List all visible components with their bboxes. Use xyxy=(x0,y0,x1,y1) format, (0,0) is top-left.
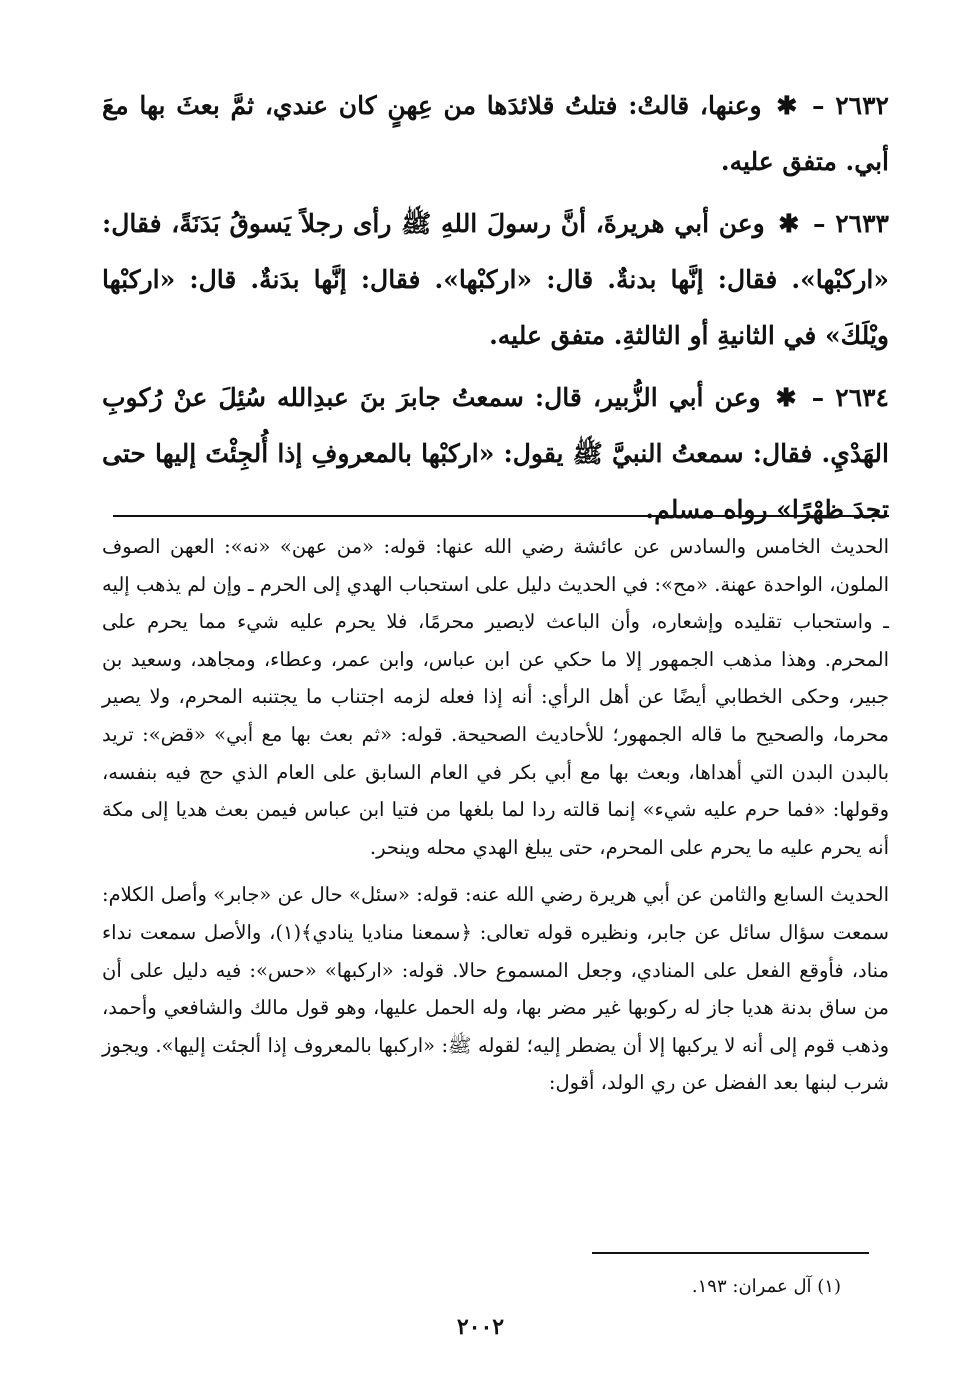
hadith-text-section xyxy=(102,78,889,544)
dash-separator: – xyxy=(800,383,825,412)
hadith-body: وعنها، قالتْ: فتلتُ قلائدَها من عِهنٍ كان عندي، ثمَّ بعثَ بها معَ أبي. متفق عليه. xyxy=(102,91,889,176)
footnote-divider xyxy=(592,1252,869,1254)
hadith-number: ٢٦٣٣ xyxy=(835,209,889,238)
asterisk-icon: ✱ xyxy=(775,383,797,412)
commentary-paragraph: الحديث الخامس والسادس عن عائشة رضي الله عنها: قوله: «من عهن» «نه»: العهن الصوف الملون، الواحدة عهنة. «مح»: في الحديث دليل على استحباب الهدي إلى الحرم ـ وإن لم يذهب إليه ـ واستحباب تقليده وإشعاره، وأن الباعث لايصير محرمًا، فلا يحرم عليه شيء مما يحرم على المحرم. وهذا مذهب الجمهور إلا ما حكي عن ابن عباس، وابن عمر، وعطاء، ومجاهد، وسعيد بن جبير، وحكى الخطابي أيضًا عن أهل الرأي: أنه إذا فعله لزمه اجتناب ما يجتنبه المحرم، ولا يصير محرما، والصحيح ما قاله الجمهور؛ للأحاديث الصحيحة. قوله: «ثم بعث بها مع أبي» «قض»: تريد بالبدن البدن التي أهداها، وبعث بها مع أبي بكر في العام السابق على العام الذي حج فيه بنفسه، وقولها: «فما حرم عليه شيء» إنما قالته ردا لما بلغها من فتيا ابن عباس فيمن بعث هديا إلى مكة أنه يحرم عليه ما يحرم على المحرم، حتى يبلغ الهدي محله وينحر. xyxy=(102,535,889,859)
asterisk-icon: ✱ xyxy=(776,91,798,120)
commentary-paragraph: الحديث السابع والثامن عن أبي هريرة رضي الله عنه: قوله: «سئل» حال عن «جابر» وأصل الكلام: سمعت سؤال سائل عن جابر، ونظيره قوله تعالى: ﴿سمعنا مناديا ينادي﴾(١)، والأصل سمعت نداء مناد، فأوقع الفعل على المنادي، وجعل المسموع حالا. قوله: «اركبها» «حس»: فيه دليل على أن من ساق بدنة هديا جاز له ركوبها غير مضر بها، وله الحمل عليها، وهو قول مالك والشافعي وأحمد، وذهب قوم إلى أنه لا يركبها إلا أن يضطر إليه؛ لقوله ﷺ: «اركبها بالمعروف إذا ألجئت إليها». ويجوز شرب لبنها بعد الفضل عن ري الولد، أقول: xyxy=(102,883,889,1095)
hadith-2633 xyxy=(102,196,889,364)
footnote: (١) آل عمران: ١٩٣. xyxy=(691,1276,841,1297)
hadith-body: وعن أبي الزُّبير، قال: سمعتُ جابرَ بنَ عبدِالله سُئِلَ عنْ رُكوبِ الهَدْيِ. فقال: سمعتُ النبيَّ ﷺ يقول: «اركبْها بالمعروفِ إذا أُلجِئْتَ إليها حتى تجدَ ظهْرًا» رواه مسلم. xyxy=(102,383,889,524)
dash-separator: – xyxy=(803,209,826,238)
asterisk-icon: ✱ xyxy=(778,209,800,238)
hadith-number: ٢٦٣٤ xyxy=(835,383,889,412)
dash-separator: – xyxy=(801,91,825,120)
hadith-2632 xyxy=(102,78,889,190)
section-divider xyxy=(113,515,889,517)
hadith-number: ٢٦٣٢ xyxy=(835,91,889,120)
hadith-2634 xyxy=(102,370,889,538)
hadith-body: وعن أبي هريرةَ، أنَّ رسولَ اللهِ ﷺ رأى رجلاً يَسوقُ بَدَنَةً، فقال: «اركبْها». فقال: إنَّها بدنةٌ. قال: «اركبْها». فقال: إنَّها بدَنةٌ. قال: «اركبْها ويْلَكَ» في الثانيةِ أو الثالثةِ. متفق عليه. xyxy=(102,209,889,350)
page-number: ٢٠٠٢ xyxy=(456,1314,505,1340)
commentary-section xyxy=(102,528,889,1112)
